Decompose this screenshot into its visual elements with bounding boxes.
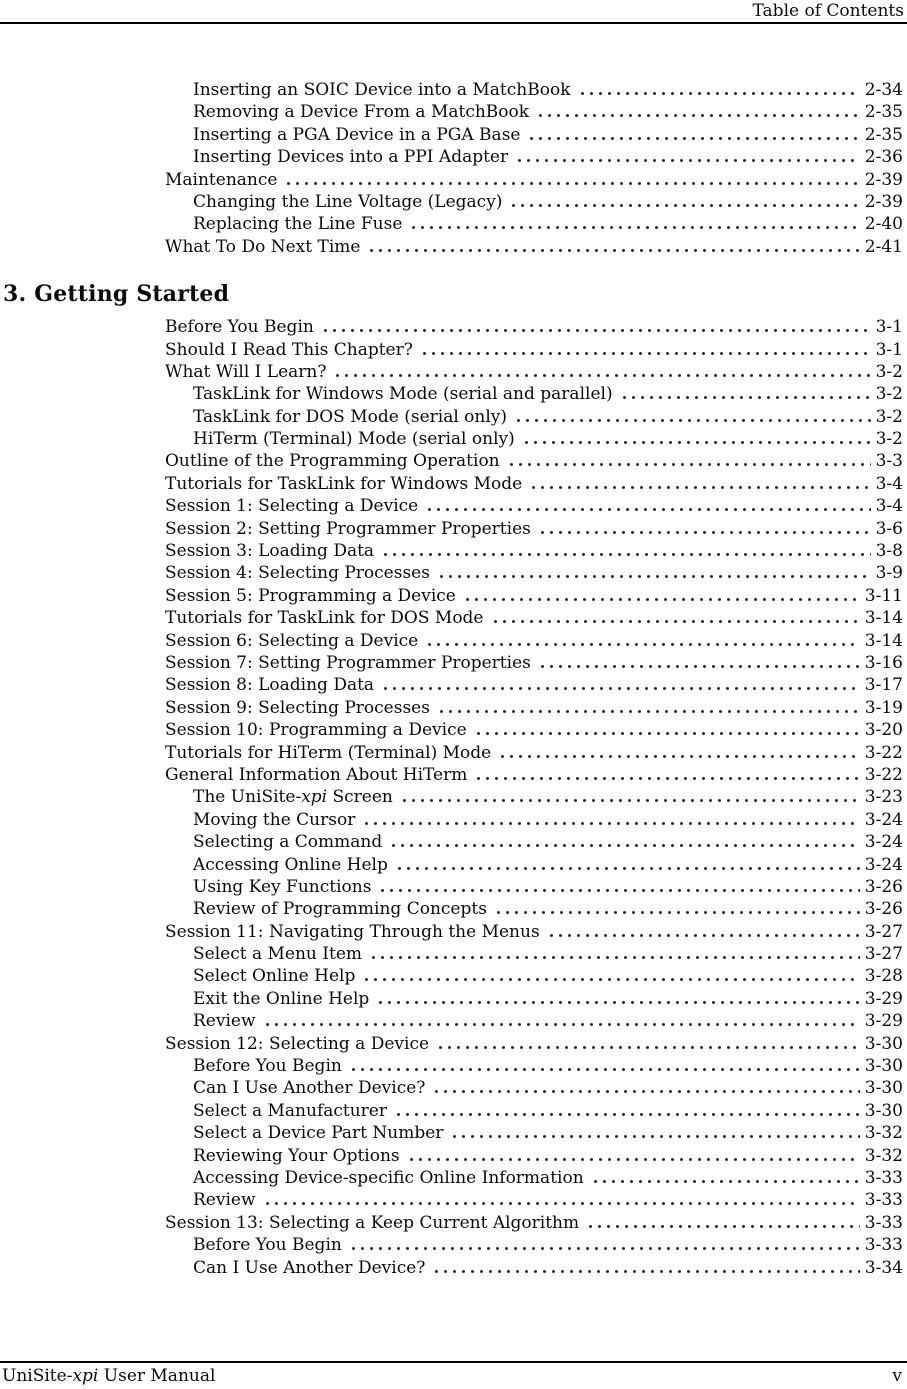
toc-entry — [0, 214, 903, 236]
toc-entry-page: 3-27 — [864, 921, 903, 942]
toc-entry-title — [165, 608, 484, 628]
toc-entry — [0, 1258, 903, 1280]
text: What Will I Learn? — [165, 361, 327, 382]
toc-entry-page: 3-16 — [864, 652, 903, 673]
text: Reviewing Your Options — [193, 1145, 400, 1166]
toc-entry — [0, 541, 903, 563]
text: Session 13: Selecting a Keep Current Algorithm — [165, 1212, 580, 1233]
text: Tutorials for TaskLink for Windows Mode — [165, 473, 523, 494]
dot-leader — [349, 1066, 860, 1071]
toc-entry-page: 3-22 — [864, 764, 903, 785]
dot-leader — [333, 372, 870, 377]
toc-entry-title — [193, 966, 355, 986]
toc-entry-title — [193, 855, 388, 875]
toc-entry — [0, 743, 903, 765]
toc-entry-page: 2-35 — [864, 102, 903, 123]
text: Outline of the Programming Operation — [165, 451, 500, 472]
toc-entry — [0, 944, 903, 966]
toc-entry-title — [165, 1213, 579, 1233]
toc-entry-page: 3-8 — [875, 541, 903, 562]
toc-entry — [0, 698, 903, 720]
dot-leader — [578, 90, 860, 95]
toc-entry — [0, 1235, 903, 1257]
text: Session 5: Programming a Device — [165, 585, 456, 606]
toc-entry-title — [193, 810, 355, 830]
text: Session 2: Setting Programmer Properties — [165, 518, 531, 539]
toc-entry — [0, 451, 903, 473]
toc-entry-title — [193, 1011, 256, 1031]
toc-entry — [0, 586, 903, 608]
toc-entry — [0, 720, 903, 742]
toc-entry-page: 3-30 — [864, 1100, 903, 1121]
toc-entry-title — [193, 989, 369, 1009]
toc-entry-title — [193, 1056, 342, 1076]
toc-entry — [0, 1078, 903, 1100]
toc-entry — [0, 675, 903, 697]
dot-leader — [522, 439, 871, 444]
toc-entry-title — [193, 102, 529, 122]
dot-leader — [547, 932, 860, 937]
toc-entry — [0, 147, 903, 169]
text: Review — [193, 1011, 256, 1032]
text: Before You Begin — [193, 1235, 342, 1256]
text: Inserting Devices into a PPI Adapter — [193, 147, 509, 168]
toc-entry — [0, 407, 903, 429]
toc-entry-page: 2-39 — [864, 169, 903, 190]
dot-leader — [586, 1223, 860, 1228]
toc-entry — [0, 832, 903, 854]
toc-entry — [0, 989, 903, 1011]
toc-entry-title — [193, 877, 371, 897]
text: Before You Begin — [165, 317, 314, 338]
dot-leader — [376, 999, 860, 1004]
toc-entry-page: 3-1 — [875, 317, 903, 338]
toc-entry-title — [193, 80, 571, 100]
toc-entry-page: 3-6 — [875, 518, 903, 539]
dot-leader — [284, 180, 859, 185]
toc-entry-page: 3-34 — [864, 1257, 903, 1278]
toc-entry — [0, 384, 903, 406]
text: TaskLink for DOS Mode (serial only) — [193, 406, 508, 427]
toc-entry-page: 3-2 — [875, 429, 903, 450]
toc-entry-title — [193, 832, 382, 852]
text: Removing a Device From a MatchBook — [193, 102, 530, 123]
toc-entry-page: 2-34 — [864, 80, 903, 100]
text: Screen — [327, 787, 393, 808]
toc-entry — [0, 608, 903, 630]
dot-leader — [494, 909, 860, 914]
dot-leader — [395, 865, 860, 870]
text: Session 11: Navigating Through the Menus — [165, 921, 540, 942]
toc-entry — [0, 855, 903, 877]
toc-entry-page: 3-29 — [864, 988, 903, 1009]
toc-entry-page: 3-30 — [864, 1056, 903, 1077]
toc-entry-title — [165, 170, 277, 190]
dot-leader — [591, 1178, 860, 1183]
toc-entry-title — [165, 563, 430, 583]
text: Selecting a Command — [193, 832, 383, 853]
toc-entry — [0, 340, 903, 362]
dot-leader — [425, 506, 870, 511]
toc-entry — [0, 1034, 903, 1056]
toc-entry-page: 3-26 — [864, 899, 903, 920]
dot-leader — [409, 224, 859, 229]
dot-leader — [362, 820, 859, 825]
dot-leader — [432, 1268, 859, 1273]
toc-entry — [0, 1168, 903, 1190]
toc-entry-title — [165, 720, 467, 740]
toc-entry-title — [193, 429, 515, 449]
toc-entry-page: 3-14 — [864, 630, 903, 651]
dot-leader — [362, 976, 859, 981]
dot-leader — [367, 247, 859, 252]
text: TaskLink for Windows Mode (serial and parallel) — [193, 384, 613, 405]
dot-leader — [536, 112, 860, 117]
toc-entry-title — [193, 1190, 256, 1210]
dot-leader — [507, 461, 871, 466]
dot-leader — [514, 417, 871, 422]
toc-entry-page: 3-32 — [864, 1123, 903, 1144]
toc-entry-page: 3-28 — [864, 966, 903, 987]
text: Select a Manufacturer — [193, 1100, 387, 1121]
italic-text: xpi — [301, 787, 328, 808]
toc-entry-page: 2-40 — [864, 214, 903, 235]
dot-leader — [529, 484, 870, 489]
text: Session 8: Loading Data — [165, 675, 375, 696]
toc-entry — [0, 966, 903, 988]
toc-entry-page: 2-41 — [864, 236, 903, 257]
toc-entry-title — [193, 1101, 387, 1121]
dot-leader — [263, 1021, 860, 1026]
toc-entry — [0, 1101, 903, 1123]
toc-entry-title — [165, 1034, 429, 1054]
dot-leader — [381, 685, 860, 690]
text: Session 9: Selecting Processes — [165, 697, 430, 718]
toc-entry — [0, 80, 903, 102]
header-rule — [0, 22, 907, 24]
dot-leader — [463, 596, 860, 601]
toc-entry-page: 2-39 — [864, 191, 903, 212]
text: Review — [193, 1190, 256, 1211]
dot-leader — [474, 730, 860, 735]
toc-entry-title — [165, 340, 413, 360]
text: Should I Read This Chapter? — [165, 339, 413, 360]
text: Session 6: Selecting a Device — [165, 630, 419, 651]
chapter-heading: 3. Getting Started — [3, 281, 230, 308]
text: Maintenance — [165, 169, 278, 190]
toc-entry — [0, 1123, 903, 1145]
dot-leader — [450, 1133, 859, 1138]
footer-page-number: v — [892, 1366, 902, 1386]
text: Review of Programming Concepts — [193, 899, 487, 920]
dot-leader — [620, 394, 871, 399]
toc-entry — [0, 519, 903, 541]
toc-entry-title — [193, 1146, 400, 1166]
text: User Manual — [98, 1366, 216, 1386]
toc-entry-title — [165, 362, 326, 382]
toc-entry-page: 3-26 — [864, 876, 903, 897]
toc-entry-title — [193, 899, 487, 919]
toc-entry-page: 3-2 — [875, 384, 903, 405]
toc-entry — [0, 810, 903, 832]
toc-entry — [0, 1190, 903, 1212]
toc-entry-page: 3-29 — [864, 1011, 903, 1032]
text: Tutorials for HiTerm (Terminal) Mode — [165, 742, 492, 763]
toc-entry-page: 3-24 — [864, 809, 903, 830]
toc-entry-page: 3-27 — [864, 944, 903, 965]
toc-entry-page: 3-2 — [875, 361, 903, 382]
toc-entry-title — [165, 765, 467, 785]
text: Can I Use Another Device? — [193, 1078, 426, 1099]
toc-entry-title — [165, 743, 491, 763]
toc-entry — [0, 125, 903, 147]
toc-entry-title — [193, 384, 613, 404]
toc-entry-title — [165, 698, 430, 718]
text: Can I Use Another Device? — [193, 1257, 426, 1278]
toc-entry-title — [165, 496, 418, 516]
toc-entry-title — [193, 1258, 425, 1278]
text: UniSite- — [2, 1366, 73, 1386]
toc-entry-title — [165, 474, 522, 494]
dot-leader — [474, 775, 859, 780]
toc-entry — [0, 1056, 903, 1078]
text: Select a Menu Item — [193, 944, 362, 965]
toc-entry-page: 2-36 — [864, 147, 903, 168]
text: Session 4: Selecting Processes — [165, 563, 430, 584]
toc-entry-page: 3-33 — [864, 1235, 903, 1256]
toc-entry-title — [165, 317, 314, 337]
text: Accessing Device-specific Online Information — [193, 1167, 584, 1188]
toc-entry-title — [193, 1123, 443, 1143]
text: Select a Device Part Number — [193, 1123, 444, 1144]
toc-entry-title — [165, 586, 456, 606]
toc-entry-title — [193, 214, 402, 234]
toc-entry-title — [165, 922, 540, 942]
toc-entry — [0, 922, 903, 944]
toc-entry-title — [193, 1235, 342, 1255]
text: General Information About HiTerm — [165, 764, 468, 785]
toc-entry-title — [165, 237, 360, 257]
dot-leader — [394, 1111, 860, 1116]
toc-entry-page: 3-24 — [864, 832, 903, 853]
toc-entry-page: 3-30 — [864, 1033, 903, 1054]
dot-leader — [509, 202, 859, 207]
toc-entry-page: 3-11 — [864, 585, 903, 606]
dot-leader — [407, 1156, 860, 1161]
text: Before You Begin — [193, 1056, 342, 1077]
toc-entry — [0, 877, 903, 899]
toc-entry-title — [193, 192, 502, 212]
toc-entry — [0, 765, 903, 787]
toc-entry — [0, 787, 903, 809]
dot-leader — [378, 887, 859, 892]
dot-leader — [432, 1088, 859, 1093]
text: Session 12: Selecting a Device — [165, 1033, 430, 1054]
toc-entry — [0, 631, 903, 653]
toc-entry-page: 3-14 — [864, 608, 903, 629]
toc-entry-page: 3-20 — [864, 720, 903, 741]
toc-entry-page: 3-22 — [864, 742, 903, 763]
toc-entry-title — [193, 1078, 425, 1098]
dot-leader — [321, 327, 871, 332]
toc-entry — [0, 1146, 903, 1168]
text: Inserting a PGA Device in a PGA Base — [193, 124, 521, 145]
toc-entry — [0, 563, 903, 585]
text: Session 10: Programming a Device — [165, 720, 467, 741]
toc-entry-page: 3-33 — [864, 1212, 903, 1233]
dot-leader — [498, 753, 860, 758]
text: Select Online Help — [193, 966, 356, 987]
footer-manual-title — [2, 1366, 215, 1386]
toc-entry — [0, 362, 903, 384]
toc-entry — [0, 899, 903, 921]
text: Exit the Online Help — [193, 988, 370, 1009]
dot-leader — [389, 842, 860, 847]
toc-entry — [0, 653, 903, 675]
dot-leader — [437, 708, 860, 713]
text: Inserting an SOIC Device into a MatchBook — [193, 80, 571, 100]
toc-entry-title — [165, 675, 374, 695]
dot-leader — [420, 350, 871, 355]
dot-leader — [437, 573, 871, 578]
toc-entry — [0, 192, 903, 214]
toc-entry-page: 2-35 — [864, 124, 903, 145]
toc-entry-title — [165, 451, 500, 471]
toc-entry-title — [165, 653, 531, 673]
toc-entry-title — [193, 1168, 584, 1188]
text: HiTerm (Terminal) Mode (serial only) — [193, 429, 515, 450]
toc-entry-title — [193, 787, 393, 807]
text: What To Do Next Time — [165, 236, 361, 257]
toc-entry — [0, 237, 903, 259]
toc-entry-page: 3-33 — [864, 1190, 903, 1211]
dot-leader — [369, 954, 860, 959]
text: Changing the Line Voltage (Legacy) — [193, 191, 503, 212]
toc-entry-page: 3-9 — [875, 563, 903, 584]
dot-leader — [538, 529, 871, 534]
toc-entry-page: 3-30 — [864, 1078, 903, 1099]
toc-entry-title — [193, 407, 507, 427]
toc-entry — [0, 429, 903, 451]
dot-leader — [349, 1245, 860, 1250]
toc-entry-page: 3-1 — [875, 339, 903, 360]
page-header-title: Table of Contents — [752, 1, 904, 21]
toc-entry — [0, 1011, 903, 1033]
dot-leader — [400, 797, 860, 802]
text: The UniSite- — [193, 787, 302, 808]
toc-entry — [0, 102, 903, 124]
text: Replacing the Line Fuse — [193, 214, 403, 235]
toc-entry-page: 3-32 — [864, 1145, 903, 1166]
toc-entry-page: 3-19 — [864, 697, 903, 718]
dot-leader — [425, 641, 860, 646]
text: Moving the Cursor — [193, 809, 356, 830]
toc-entry-title — [165, 519, 531, 539]
toc-list — [0, 80, 903, 1280]
text: Accessing Online Help — [193, 854, 388, 875]
dot-leader — [263, 1200, 860, 1205]
dot-leader — [381, 551, 871, 556]
text: Session 7: Setting Programmer Properties — [165, 652, 531, 673]
toc-entry — [0, 317, 903, 339]
toc-entry — [0, 496, 903, 518]
toc-entry-page: 3-2 — [875, 406, 903, 427]
text: Session 1: Selecting a Device — [165, 496, 419, 517]
toc-entry-page: 3-17 — [864, 675, 903, 696]
text: Session 3: Loading Data — [165, 541, 375, 562]
toc-entry-page: 3-33 — [864, 1167, 903, 1188]
toc-entry-title — [193, 944, 362, 964]
toc-entry-page: 3-23 — [864, 787, 903, 808]
toc-entry — [0, 1213, 903, 1235]
dot-leader — [538, 663, 860, 668]
toc-entry-title — [165, 541, 374, 561]
dot-leader — [527, 135, 859, 140]
toc-entry-page: 3-4 — [875, 496, 903, 517]
text: Using Key Functions — [193, 876, 372, 897]
dot-leader — [491, 618, 860, 623]
italic-text: xpi — [72, 1366, 99, 1386]
footer-rule — [0, 1361, 907, 1363]
toc-entry-page: 3-4 — [875, 473, 903, 494]
toc-entry — [0, 474, 903, 496]
text: Tutorials for TaskLink for DOS Mode — [165, 608, 484, 629]
toc-entry-page: 3-24 — [864, 854, 903, 875]
toc-entry-title — [165, 631, 418, 651]
toc-entry — [0, 170, 903, 192]
toc-entry-title — [193, 125, 520, 145]
dot-leader — [515, 157, 860, 162]
toc-entry-title — [193, 147, 508, 167]
dot-leader — [436, 1044, 860, 1049]
toc-entry-page: 3-3 — [875, 451, 903, 472]
